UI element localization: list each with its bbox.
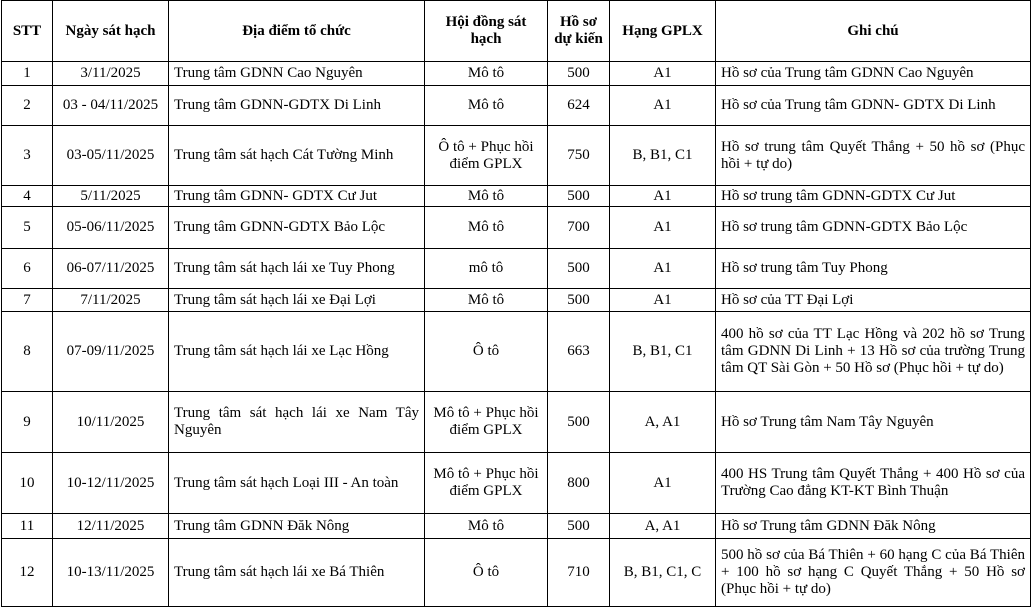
cell-count: 500: [548, 249, 610, 289]
cell-location: Trung tâm GDNN- GDTX Cư Jut: [169, 186, 425, 207]
cell-council: Mô tô: [425, 289, 548, 312]
cell-note: Hồ sơ của Trung tâm GDNN- GDTX Di Linh: [716, 86, 1031, 126]
table-row: [2, 539, 1031, 607]
cell-license-class: B, B1, C1: [610, 126, 716, 186]
cell-count: 624: [548, 86, 610, 126]
table-row: [2, 249, 1031, 289]
cell-count: 500: [548, 514, 610, 539]
cell-location: Trung tâm GDNN-GDTX Di Linh: [169, 86, 425, 126]
cell-count: 500: [548, 186, 610, 207]
cell-count: 710: [548, 539, 610, 607]
table-row: [2, 62, 1031, 86]
cell-stt: 2: [2, 86, 53, 126]
table-row: [2, 186, 1031, 207]
cell-stt: 7: [2, 289, 53, 312]
cell-license-class: A1: [610, 249, 716, 289]
cell-count: 500: [548, 289, 610, 312]
header-council: Hội đồng sát hạch: [425, 1, 548, 62]
cell-stt: 10: [2, 453, 53, 514]
cell-location: Trung tâm sát hạch Cát Tường Minh: [169, 126, 425, 186]
cell-date: 12/11/2025: [53, 514, 169, 539]
cell-note: 400 hồ sơ của TT Lạc Hồng và 202 hồ sơ Trung tâm GDNN Di Linh + 13 Hồ sơ của trường Trung tâm QT Sài Gòn + 50 Hồ sơ (Phục hồi + tự do): [716, 312, 1031, 392]
cell-location: Trung tâm sát hạch lái xe Tuy Phong: [169, 249, 425, 289]
cell-date: 05-06/11/2025: [53, 207, 169, 249]
header-location: Địa điểm tổ chức: [169, 1, 425, 62]
cell-note: 400 HS Trung tâm Quyết Thắng + 400 Hồ sơ của Trường Cao đẳng KT-KT Bình Thuận: [716, 453, 1031, 514]
cell-count: 500: [548, 392, 610, 453]
cell-license-class: A, A1: [610, 514, 716, 539]
cell-license-class: A1: [610, 207, 716, 249]
table-row: [2, 126, 1031, 186]
table-row: [2, 514, 1031, 539]
cell-license-class: B, B1, C1, C: [610, 539, 716, 607]
cell-license-class: A1: [610, 453, 716, 514]
table-row: [2, 86, 1031, 126]
cell-stt: 11: [2, 514, 53, 539]
cell-date: 10-13/11/2025: [53, 539, 169, 607]
cell-count: 800: [548, 453, 610, 514]
cell-license-class: A1: [610, 186, 716, 207]
cell-license-class: A1: [610, 86, 716, 126]
cell-council: Mô tô + Phục hồi điểm GPLX: [425, 392, 548, 453]
table-row: [2, 289, 1031, 312]
cell-count: 663: [548, 312, 610, 392]
cell-council: Ô tô: [425, 539, 548, 607]
cell-note: Hồ sơ trung tâm GDNN-GDTX Bảo Lộc: [716, 207, 1031, 249]
cell-note: Hồ sơ của Trung tâm GDNN Cao Nguyên: [716, 62, 1031, 86]
cell-council: Ô tô + Phục hồi điểm GPLX: [425, 126, 548, 186]
cell-council: Mô tô: [425, 514, 548, 539]
cell-license-class: B, B1, C1: [610, 312, 716, 392]
cell-count: 500: [548, 62, 610, 86]
table-row: [2, 207, 1031, 249]
cell-date: 7/11/2025: [53, 289, 169, 312]
exam-schedule-table: [1, 0, 1031, 607]
cell-date: 10/11/2025: [53, 392, 169, 453]
table-row: [2, 312, 1031, 392]
header-stt: STT: [2, 1, 53, 62]
cell-council: Mô tô: [425, 62, 548, 86]
cell-stt: 4: [2, 186, 53, 207]
cell-count: 750: [548, 126, 610, 186]
table-row: [2, 392, 1031, 453]
cell-stt: 5: [2, 207, 53, 249]
cell-stt: 8: [2, 312, 53, 392]
cell-note: Hồ sơ của TT Đại Lợi: [716, 289, 1031, 312]
cell-stt: 1: [2, 62, 53, 86]
table-row: [2, 453, 1031, 514]
header-row: [2, 1, 1031, 62]
cell-note: Hồ sơ trung tâm Tuy Phong: [716, 249, 1031, 289]
header-date: Ngày sát hạch: [53, 1, 169, 62]
cell-location: Trung tâm sát hạch lái xe Đại Lợi: [169, 289, 425, 312]
cell-note: Hồ sơ Trung tâm GDNN Đăk Nông: [716, 514, 1031, 539]
cell-council: Mô tô + Phục hồi điểm GPLX: [425, 453, 548, 514]
cell-note: 500 hồ sơ của Bá Thiên + 60 hạng C của Bá Thiên + 100 hồ sơ hạng C Quyết Thắng + 50 Hồ sơ (Phục hồi + tự do): [716, 539, 1031, 607]
cell-note: Hồ sơ trung tâm Quyết Thắng + 50 hồ sơ (Phục hồi + tự do): [716, 126, 1031, 186]
cell-council: mô tô: [425, 249, 548, 289]
cell-council: Mô tô: [425, 186, 548, 207]
cell-date: 06-07/11/2025: [53, 249, 169, 289]
header-note: Ghi chú: [716, 1, 1031, 62]
cell-location: Trung tâm GDNN Đăk Nông: [169, 514, 425, 539]
cell-date: 03 - 04/11/2025: [53, 86, 169, 126]
cell-license-class: A, A1: [610, 392, 716, 453]
cell-stt: 12: [2, 539, 53, 607]
cell-license-class: A1: [610, 62, 716, 86]
cell-note: Hồ sơ Trung tâm Nam Tây Nguyên: [716, 392, 1031, 453]
cell-date: 3/11/2025: [53, 62, 169, 86]
cell-date: 10-12/11/2025: [53, 453, 169, 514]
cell-location: Trung tâm sát hạch lái xe Bá Thiên: [169, 539, 425, 607]
cell-stt: 6: [2, 249, 53, 289]
cell-date: 07-09/11/2025: [53, 312, 169, 392]
cell-date: 5/11/2025: [53, 186, 169, 207]
cell-location: Trung tâm sát hạch lái xe Nam Tây Nguyên: [169, 392, 425, 453]
header-count: Hồ sơ dự kiến: [548, 1, 610, 62]
cell-note: Hồ sơ trung tâm GDNN-GDTX Cư Jut: [716, 186, 1031, 207]
cell-stt: 3: [2, 126, 53, 186]
cell-date: 03-05/11/2025: [53, 126, 169, 186]
header-license-class: Hạng GPLX: [610, 1, 716, 62]
cell-location: Trung tâm sát hạch Loại III - An toàn: [169, 453, 425, 514]
cell-location: Trung tâm sát hạch lái xe Lạc Hồng: [169, 312, 425, 392]
cell-council: Mô tô: [425, 207, 548, 249]
cell-council: Ô tô: [425, 312, 548, 392]
cell-stt: 9: [2, 392, 53, 453]
cell-count: 700: [548, 207, 610, 249]
cell-location: Trung tâm GDNN-GDTX Bảo Lộc: [169, 207, 425, 249]
cell-location: Trung tâm GDNN Cao Nguyên: [169, 62, 425, 86]
cell-license-class: A1: [610, 289, 716, 312]
cell-council: Mô tô: [425, 86, 548, 126]
